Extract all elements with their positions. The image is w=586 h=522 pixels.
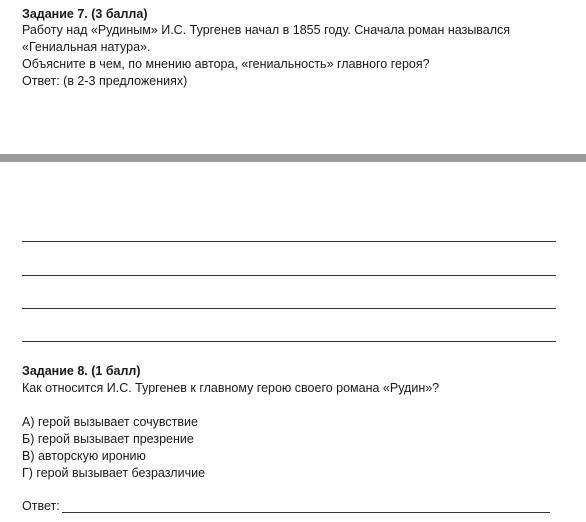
- task-7-question: Объясните в чем, по мнению автора, «гениальность» главного героя?: [22, 57, 430, 71]
- task-8-answer-line[interactable]: [62, 512, 550, 513]
- answer-line-4[interactable]: [22, 341, 556, 342]
- task-8-answer-label: Ответ:: [22, 499, 60, 513]
- answer-line-2[interactable]: [22, 275, 556, 276]
- task-8-option-c: В) авторскую иронию: [22, 449, 146, 463]
- task-7-answer-instruction: Ответ: (в 2-3 предложениях): [22, 74, 188, 88]
- task-8-option-d: Г) герой вызывает безразличие: [22, 466, 206, 480]
- task-8-option-a: А) герой вызывает сочувствие: [22, 415, 198, 429]
- task-8-question: Как относится И.С. Тургенев к главному герою своего романа «Рудин»?: [22, 381, 440, 395]
- answer-line-1[interactable]: [22, 241, 556, 242]
- task-7-text-line-2: «Гениальная натура».: [22, 40, 151, 54]
- answer-line-3[interactable]: [22, 308, 556, 309]
- section-divider: [0, 154, 586, 162]
- task-7-text-line-1: Работу над «Рудиным» И.С. Тургенев начал в 1855 году. Сначала роман назывался: [22, 23, 511, 37]
- task-7-title: Задание 7. (3 балла): [22, 7, 148, 21]
- task-8-option-b: Б) герой вызывает презрение: [22, 432, 194, 446]
- task-8-title: Задание 8. (1 балл): [22, 364, 141, 378]
